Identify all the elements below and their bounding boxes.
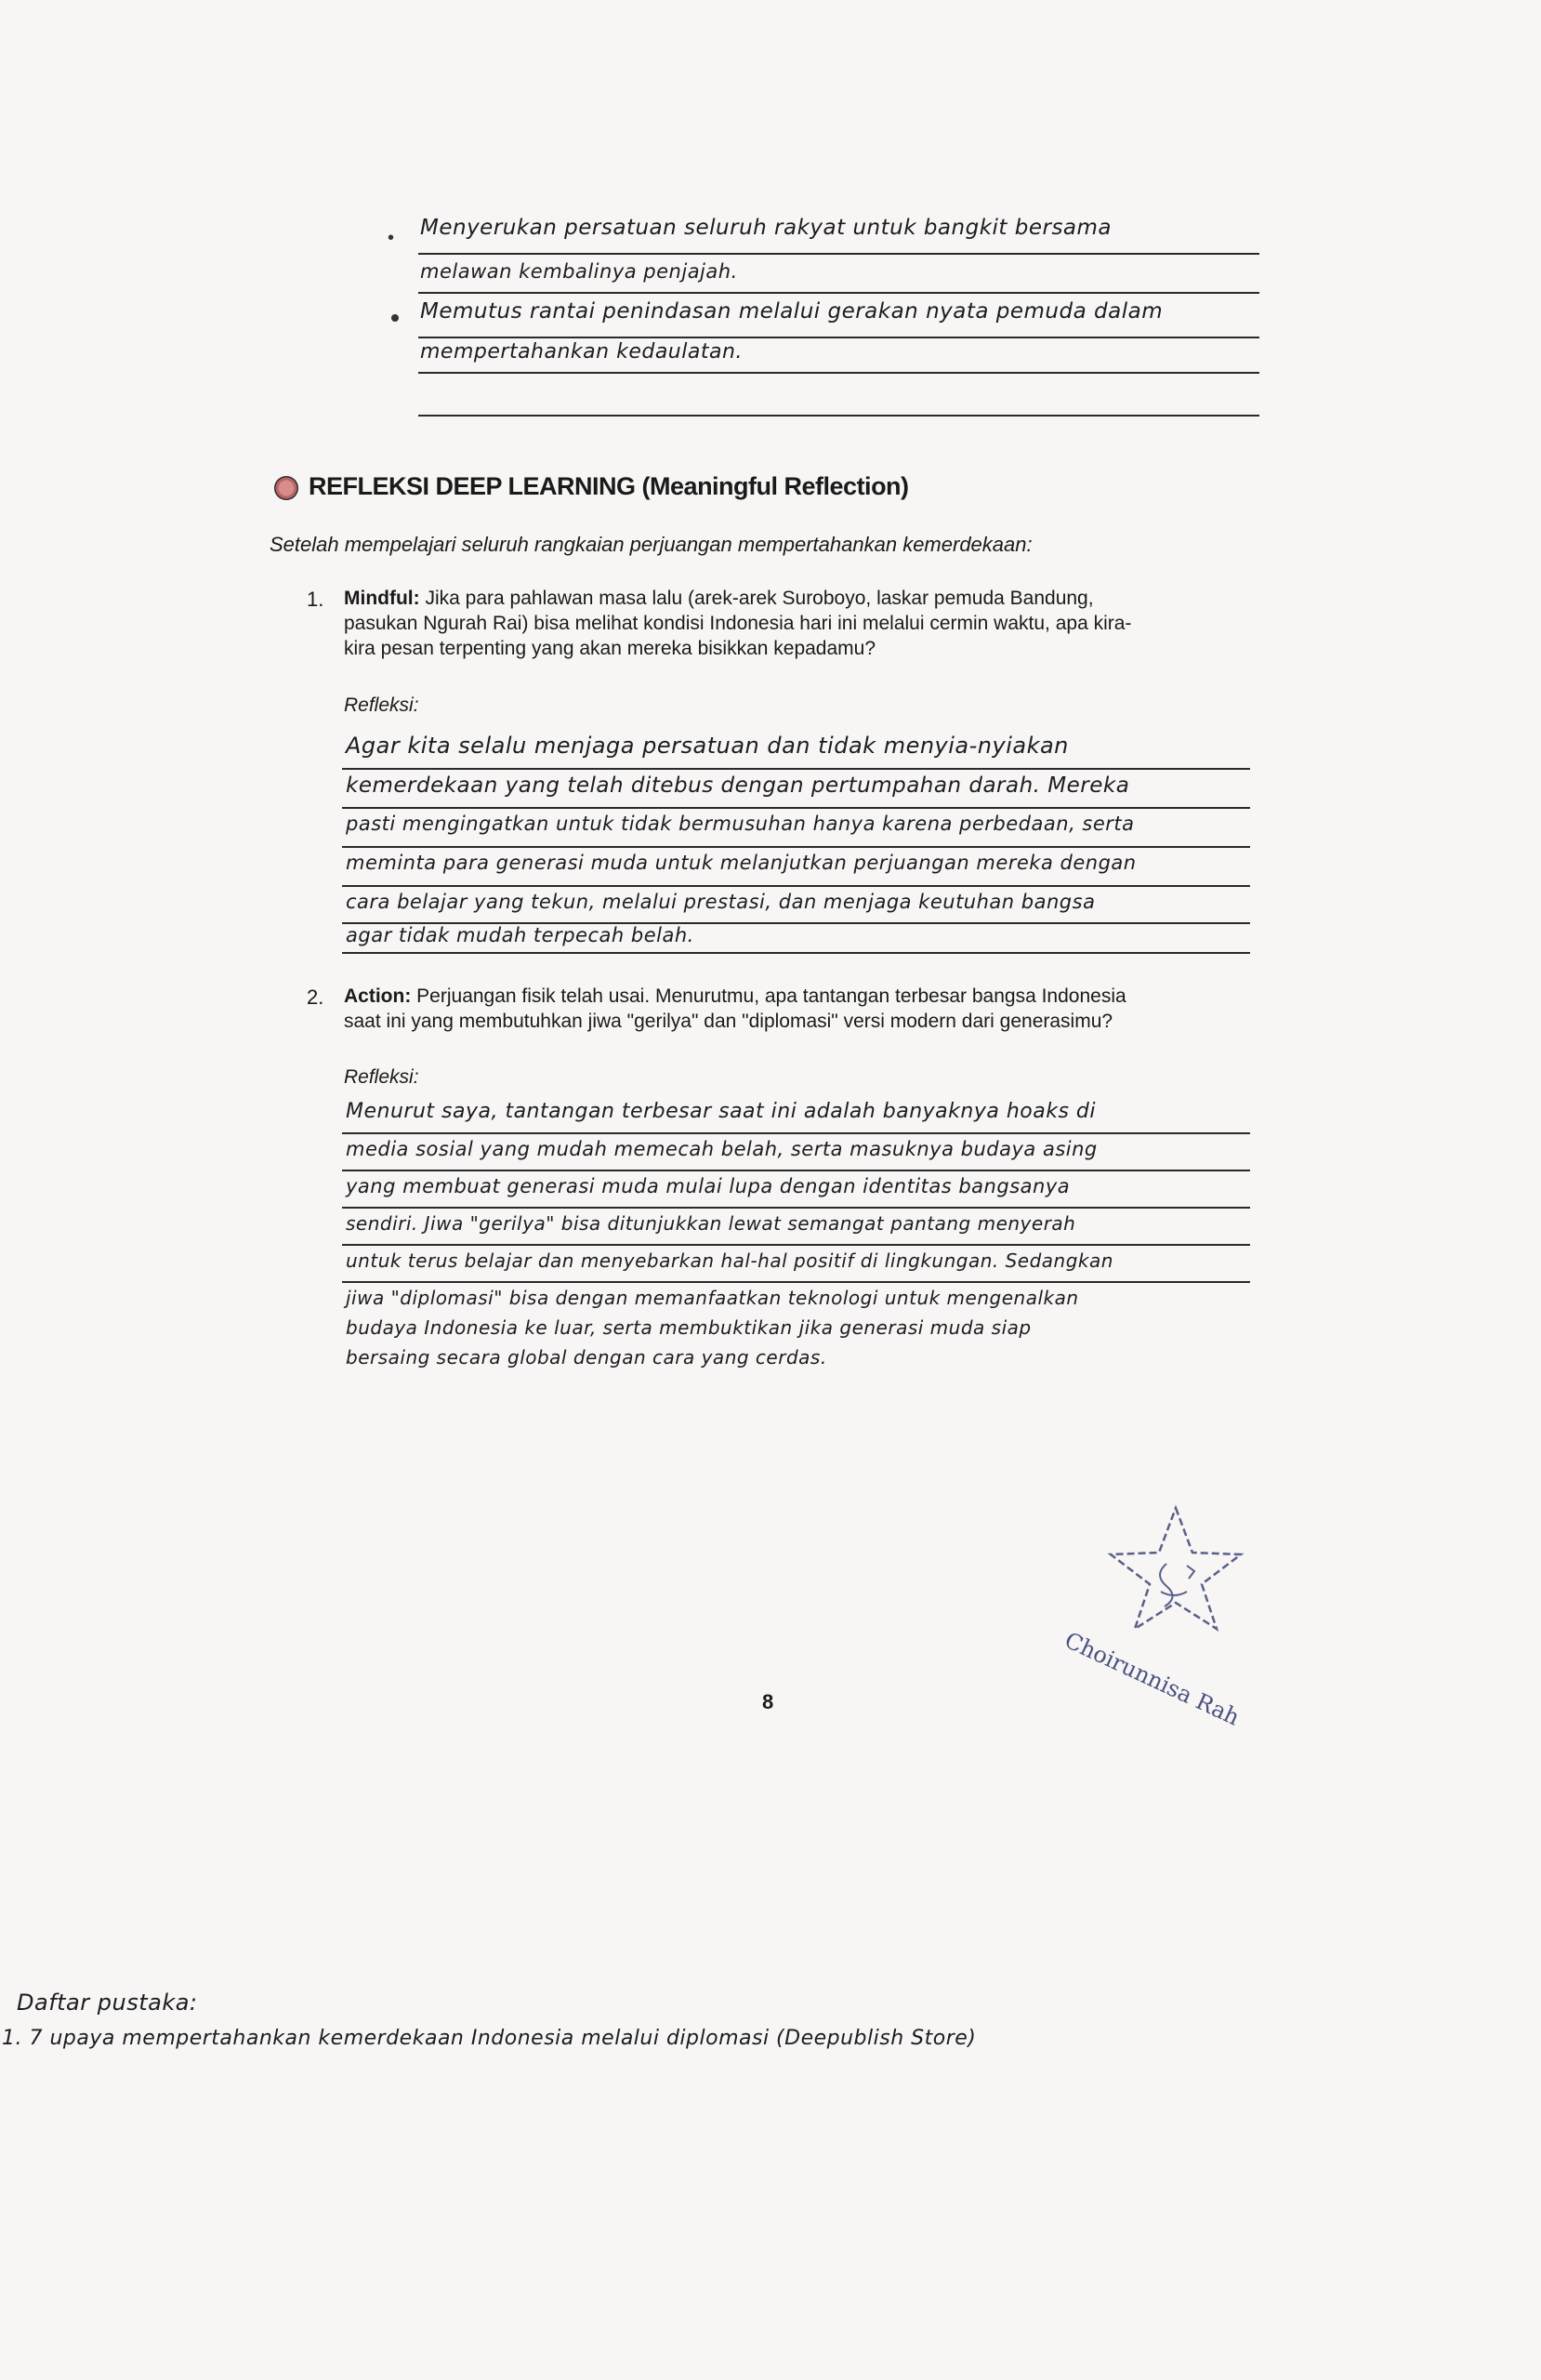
signature-stamp (1060, 1488, 1269, 1731)
question-1-line: kira pesan terpenting yang akan mereka bisikkan kepadamu? (344, 638, 876, 659)
answer-1-line: cara belajar yang tekun, melalui prestasi, dan menjaga keutuhan bangsa (346, 891, 1096, 913)
question-1-label: Mindful: (344, 588, 420, 609)
section-bullet-icon (274, 476, 298, 500)
question-2-line: saat ini yang membutuhkan jiwa "gerilya" dan "diplomasi" versi modern dari generasimu? (344, 1011, 1113, 1032)
bullet-marker: • (388, 228, 395, 248)
question-1-line: Jika para pahlawan masa lalu (arek-arek Suroboyo, laskar pemuda Bandung, (425, 588, 1094, 609)
ruled-line (342, 846, 1250, 848)
section-title: REFLEKSI DEEP LEARNING (Meaningful Reflection) (309, 472, 909, 500)
bibliography-item: 1. 7 upaya mempertahankan kemerdekaan Indonesia melalui diplomasi (Deepublish Store) (2, 2027, 977, 2050)
ruled-line (418, 253, 1259, 255)
answer-2-line: sendiri. Jiwa "gerilya" bisa ditunjukkan lewat semangat pantang menyerah (346, 1212, 1076, 1235)
answer-1-line: kemerdekaan yang telah ditebus dengan pertumpahan darah. Mereka (346, 774, 1130, 798)
ruled-line (342, 1207, 1250, 1209)
answer-2-line: budaya Indonesia ke luar, serta membuktikan jika generasi muda siap (346, 1316, 1032, 1339)
answer-2-line: media sosial yang mudah memecah belah, serta masuknya budaya asing (346, 1138, 1098, 1160)
answer-2-line: jiwa "diplomasi" bisa dengan memanfaatkan teknologi untuk mengenalkan (346, 1287, 1079, 1309)
question-1-text (344, 586, 1273, 661)
ruled-line (342, 1244, 1250, 1246)
answer-1-line: agar tidak mudah terpecah belah. (346, 924, 694, 946)
section-subtitle: Setelah mempelajari seluruh rangkaian perjuangan mempertahankan kemerdekaan: (270, 533, 1033, 556)
question-1-refleksi-label: Refleksi: (344, 694, 419, 716)
ruled-line (342, 768, 1250, 770)
ruled-line (342, 807, 1250, 809)
ruled-line (342, 885, 1250, 887)
bullet-1-line-1: Menyerukan persatuan seluruh rakyat untuk bangkit bersama (420, 216, 1113, 240)
bullet-marker (391, 314, 399, 322)
bullet-2-line-1: Memutus rantai penindasan melalui gerakan nyata pemuda dalam (420, 299, 1164, 324)
ruled-line (342, 1132, 1250, 1134)
answer-2-line: untuk terus belajar dan menyebarkan hal-hal positif di lingkungan. Sedangkan (346, 1250, 1113, 1272)
question-1-line: pasukan Ngurah Rai) bisa melihat kondisi Indonesia hari ini melalui cermin waktu, apa kira- (344, 613, 1132, 634)
question-2-label: Action: (344, 985, 412, 1007)
question-2-line: Perjuangan fisik telah usai. Menurutmu, apa tantangan terbesar bangsa Indonesia (416, 985, 1126, 1007)
question-2-text (344, 984, 1273, 1034)
question-1-number: 1. (307, 588, 324, 611)
bullet-1-line-2: melawan kembalinya penjajah. (420, 260, 738, 283)
question-2-refleksi-label: Refleksi: (344, 1066, 419, 1088)
ruled-line (342, 952, 1250, 954)
answer-2-line: Menurut saya, tantangan terbesar saat ini adalah banyaknya hoaks di (346, 1100, 1097, 1123)
ruled-line (418, 337, 1259, 338)
ruled-line (418, 372, 1259, 374)
answer-1-line: pasti mengingatkan untuk tidak bermusuhan hanya karena perbedaan, serta (346, 813, 1135, 835)
ruled-line (418, 292, 1259, 294)
ruled-line (342, 1281, 1250, 1283)
answer-2-line: bersaing secara global dengan cara yang cerdas. (346, 1346, 827, 1368)
question-2-number: 2. (307, 985, 324, 1009)
answer-1-line: meminta para generasi muda untuk melanjutkan perjuangan mereka dengan (346, 852, 1137, 874)
ruled-line (342, 1170, 1250, 1171)
stamp-text: Choirunnisa Rah (1060, 1627, 1244, 1731)
bullet-2-line-2: mempertahankan kedaulatan. (420, 340, 743, 364)
answer-1-line: Agar kita selalu menjaga persatuan dan tidak menyia-nyiakan (346, 733, 1069, 759)
page-number: 8 (762, 1690, 774, 1713)
bibliography-title: Daftar pustaka: (17, 1990, 198, 2016)
ruled-line (418, 415, 1259, 416)
answer-2-line: yang membuat generasi muda mulai lupa dengan identitas bangsanya (346, 1175, 1071, 1197)
